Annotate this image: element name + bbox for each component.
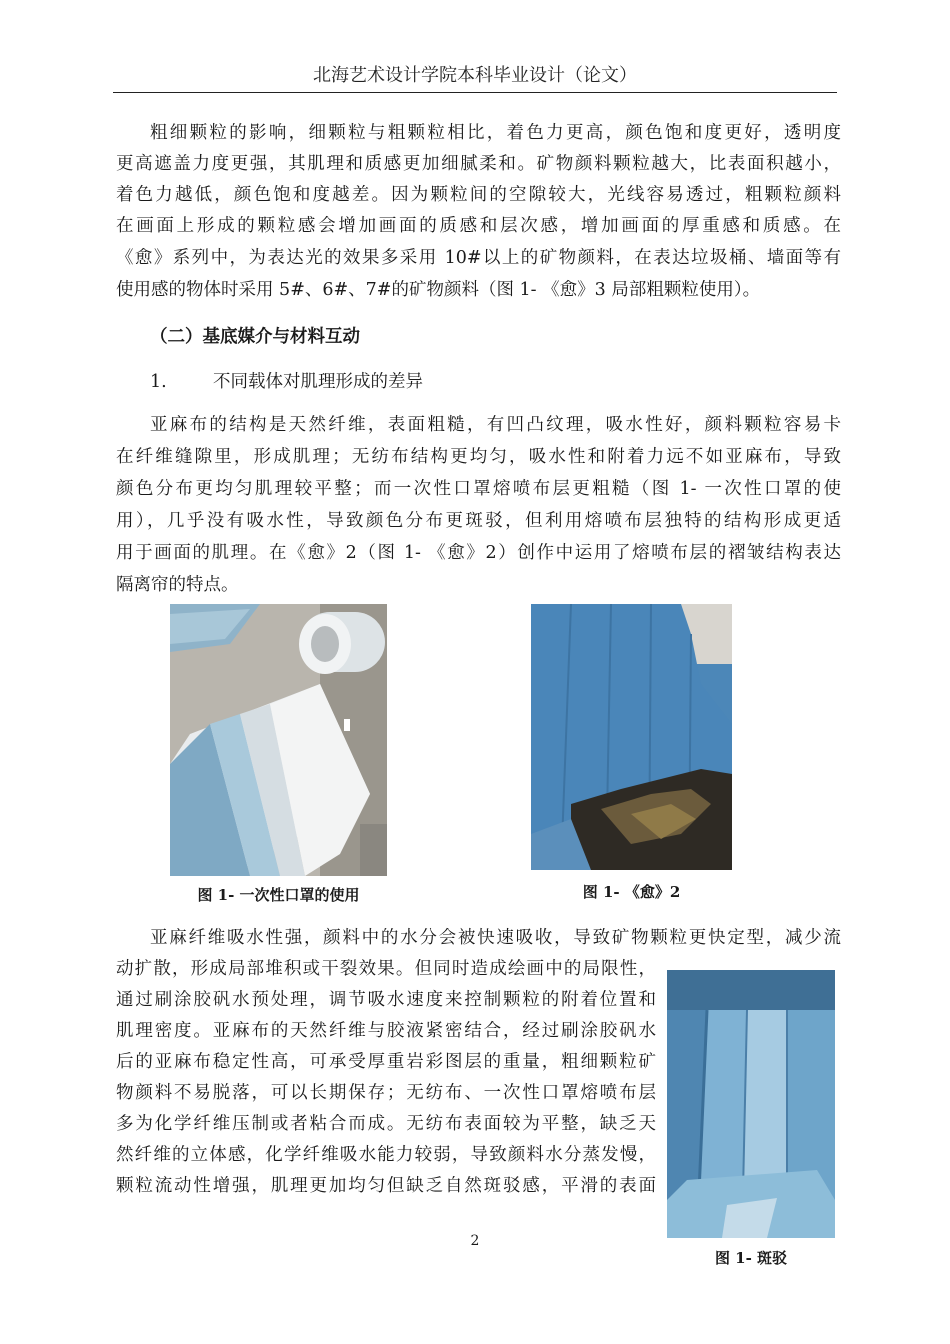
para2-line-1: 亚麻布的结构是天然纤维，表面粗糙，有凹凸纹理，吸水性好，颜料颗粒容易卡 — [150, 415, 841, 435]
para1-line-3: 着色力越低，颜色饱和度越差。因为颗粒间的空隙较大，光线容易透过，粗颗粒颜料 — [116, 185, 841, 205]
page-number: 2 — [470, 1233, 480, 1249]
item-title: 不同载体对肌理形成的差异 — [213, 372, 423, 392]
page-header: 北海艺术设计学院本科毕业设计（论文） — [313, 65, 637, 86]
para3-line-5: 后的亚麻布稳定性高，可承受厚重岩彩图层的重量，粗细颗粒矿 — [116, 1052, 656, 1072]
para3-line-6: 物颜料不易脱落，可以长期保存；无纺布、一次性口罩熔喷布层 — [116, 1083, 656, 1103]
para2-line-4: 用），几乎没有吸水性，导致颜色分布更斑驳，但利用熔喷布层独特的结构形成更适 — [116, 511, 841, 531]
mask-usage-photo — [170, 604, 387, 876]
para3-line-1: 亚麻纤维吸水性强，颜料中的水分会被快速吸收，导致矿物颗粒更快定型，减少流 — [150, 928, 841, 948]
para1-line-2: 更高遮盖力度更强，其肌理和质感更加细腻柔和。矿物颜料颗粒越大，比表面积越小， — [116, 154, 841, 174]
section-heading: （二）基底媒介与材料互动 — [150, 327, 360, 347]
para3-line-9: 颗粒流动性增强，肌理更加均匀但缺乏自然斑驳感，平滑的表面 — [116, 1176, 656, 1196]
figure-caption-yu-2: 图 1- 《愈》2 — [582, 883, 681, 901]
para2-line-5: 用于画面的肌理。在《愈》2（图 1- 《愈》2）创作中运用了熔喷布层的褶皱结构表达 — [116, 543, 841, 563]
para2-line-6: 隔离帘的特点。 — [116, 575, 239, 595]
para1-line-5: 《愈》系列中，为表达光的效果多采用 10#以上的矿物颜料，在表达垃圾桶、墙面等有 — [116, 248, 841, 268]
para1-line-1: 粗细颗粒的影响，细颗粒与粗颗粒相比，着色力更高，颜色饱和度更好，透明度 — [150, 123, 841, 143]
para3-line-8: 然纤维的立体感，化学纤维吸水能力较弱，导致颜料水分蒸发慢， — [116, 1145, 656, 1165]
para3-line-4: 肌理密度。亚麻布的天然纤维与胶液紧密结合，经过刷涂胶矾水 — [116, 1021, 656, 1041]
item-number: 1. — [150, 372, 167, 392]
painting-yu-2-photo — [531, 604, 732, 870]
figure-caption-mask-usage: 图 1- 一次性口罩的使用 — [197, 886, 360, 904]
mottled-texture-photo — [667, 970, 835, 1238]
para3-line-3: 通过刷涂胶矾水预处理，调节吸水速度来控制颗粒的附着位置和 — [116, 990, 656, 1010]
para3-line-2: 动扩散，形成局部堆积或干裂效果。但同时造成绘画中的局限性， — [116, 959, 656, 979]
para1-line-4: 在画面上形成的颗粒感会增加画面的质感和层次感，增加画面的厚重感和质感。在 — [116, 216, 841, 236]
para2-line-2: 在纤维缝隙里，形成肌理；无纺布结构更均匀，吸水性和附着力远不如亚麻布，导致 — [116, 447, 841, 467]
para2-line-3: 颜色分布更均匀肌理较平整；而一次性口罩熔喷布层更粗糙（图 1- 一次性口罩的使 — [116, 479, 841, 499]
figure-caption-mottled: 图 1- 斑驳 — [714, 1249, 788, 1267]
para1-line-6: 使用感的物体时采用 5#、6#、7#的矿物颜料（图 1- 《愈》3 局部粗颗粒使用）。 — [116, 280, 761, 300]
header-divider — [113, 92, 837, 93]
para3-line-7: 多为化学纤维压制或者粘合而成。无纺布表面较为平整，缺乏天 — [116, 1114, 656, 1134]
